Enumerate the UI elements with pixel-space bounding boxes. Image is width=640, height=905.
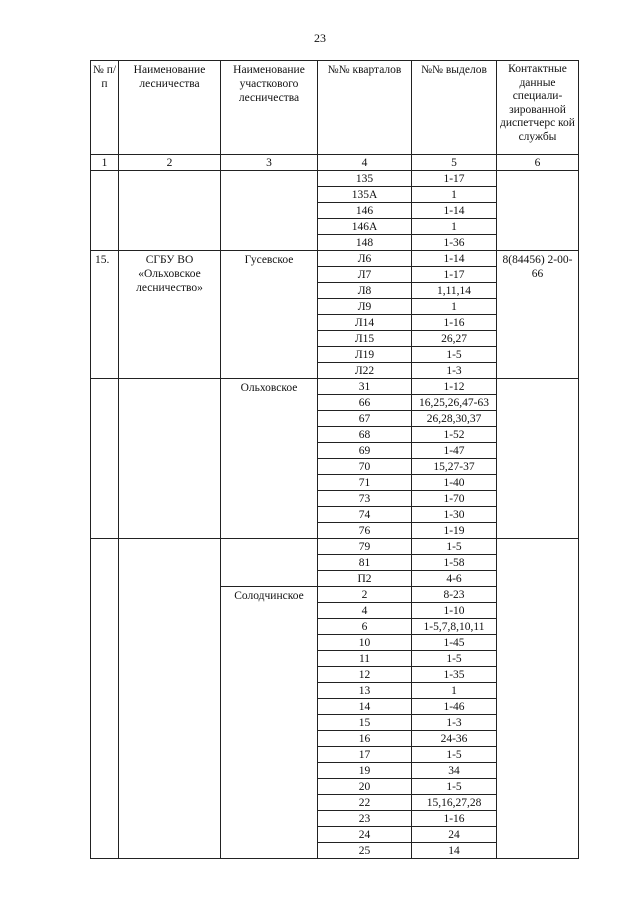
quarter-cell: 73 — [318, 491, 412, 507]
quarter-cell: 2 — [318, 587, 412, 603]
quarter-cell: 10 — [318, 635, 412, 651]
quarter-cell: 66 — [318, 395, 412, 411]
quarter-cell: 74 — [318, 507, 412, 523]
column-number: 2 — [119, 155, 221, 171]
quarter-cell: Л15 — [318, 331, 412, 347]
quarter-cell: 23 — [318, 811, 412, 827]
header-district: Наименование участкового лесничества — [221, 61, 318, 155]
quarter-cell: 71 — [318, 475, 412, 491]
merged-cell — [497, 539, 579, 859]
quarter-cell: 67 — [318, 411, 412, 427]
column-number: 6 — [497, 155, 579, 171]
quarter-cell: 14 — [318, 699, 412, 715]
quarter-cell: 135 — [318, 171, 412, 187]
quarter-cell: 146А — [318, 219, 412, 235]
header-quarters: №№ кварталов — [318, 61, 412, 155]
quarter-cell: 81 — [318, 555, 412, 571]
plot-cell: 1-19 — [412, 523, 497, 539]
quarter-cell: Л7 — [318, 267, 412, 283]
plot-cell: 1-5 — [412, 747, 497, 763]
quarter-cell: 31 — [318, 379, 412, 395]
header-forestry: Наименование лесничества — [119, 61, 221, 155]
quarter-cell: 17 — [318, 747, 412, 763]
table-row — [91, 539, 579, 555]
column-number-row — [91, 155, 579, 171]
district-name: Ольховское — [221, 379, 318, 539]
merged-cell — [119, 379, 221, 539]
merged-cell — [221, 539, 318, 587]
plot-cell: 1-70 — [412, 491, 497, 507]
plot-cell: 4-6 — [412, 571, 497, 587]
district-name: Гусевское — [221, 251, 318, 379]
plot-cell: 1-12 — [412, 379, 497, 395]
merged-cell — [91, 171, 119, 251]
quarter-cell: 19 — [318, 763, 412, 779]
quarter-cell: 25 — [318, 843, 412, 859]
column-number: 1 — [91, 155, 119, 171]
plot-cell: 1-16 — [412, 811, 497, 827]
quarter-cell: 6 — [318, 619, 412, 635]
plot-cell: 34 — [412, 763, 497, 779]
plot-cell: 1-47 — [412, 443, 497, 459]
forestry-table — [90, 60, 579, 859]
plot-cell: 1-3 — [412, 363, 497, 379]
quarter-cell: 135А — [318, 187, 412, 203]
plot-cell: 1 — [412, 299, 497, 315]
quarter-cell: Л8 — [318, 283, 412, 299]
table-row — [91, 379, 579, 395]
plot-cell: 1-14 — [412, 251, 497, 267]
merged-cell — [91, 379, 119, 539]
plot-cell: 1-5 — [412, 347, 497, 363]
plot-cell: 1-5 — [412, 779, 497, 795]
plot-cell: 15,16,27,28 — [412, 795, 497, 811]
quarter-cell: 146 — [318, 203, 412, 219]
plot-cell: 1 — [412, 219, 497, 235]
plot-cell: 1 — [412, 683, 497, 699]
quarter-cell: Л6 — [318, 251, 412, 267]
plot-cell: 1-30 — [412, 507, 497, 523]
page-number: 23 — [314, 31, 326, 45]
merged-cell — [497, 171, 579, 251]
plot-cell: 1-35 — [412, 667, 497, 683]
quarter-cell: 15 — [318, 715, 412, 731]
quarter-cell: 76 — [318, 523, 412, 539]
quarter-cell: 69 — [318, 443, 412, 459]
quarter-cell: Л22 — [318, 363, 412, 379]
quarter-cell: Л9 — [318, 299, 412, 315]
plot-cell: 1-45 — [412, 635, 497, 651]
plot-cell: 1-3 — [412, 715, 497, 731]
plot-cell: 1-36 — [412, 235, 497, 251]
merged-cell — [221, 171, 318, 251]
plot-cell: 1-5 — [412, 651, 497, 667]
quarter-cell: 11 — [318, 651, 412, 667]
column-number: 5 — [412, 155, 497, 171]
column-number: 4 — [318, 155, 412, 171]
quarter-cell: 12 — [318, 667, 412, 683]
district-name: Солодчинское — [221, 587, 318, 859]
quarter-cell: 24 — [318, 827, 412, 843]
forestry-name: СГБУ ВО «Ольховское лесничество» — [119, 251, 221, 379]
plot-cell: 24 — [412, 827, 497, 843]
plot-cell: 14 — [412, 843, 497, 859]
merged-cell — [119, 171, 221, 251]
quarter-cell: 79 — [318, 539, 412, 555]
plot-cell: 1-17 — [412, 267, 497, 283]
quarter-cell: 22 — [318, 795, 412, 811]
plot-cell: 1 — [412, 187, 497, 203]
table-row — [91, 251, 579, 267]
plot-cell: 1-46 — [412, 699, 497, 715]
plot-cell: 26,28,30,37 — [412, 411, 497, 427]
quarter-cell: 148 — [318, 235, 412, 251]
header-contact: Контактные данные специали- зированной диспетчерс кой службы — [497, 61, 579, 155]
contact-info: 8(84456) 2-00-66 — [497, 251, 579, 379]
plot-cell: 1,11,14 — [412, 283, 497, 299]
merged-cell — [497, 379, 579, 539]
quarter-cell: 13 — [318, 683, 412, 699]
plot-cell: 1-52 — [412, 427, 497, 443]
quarter-cell: Л14 — [318, 315, 412, 331]
plot-cell: 1-40 — [412, 475, 497, 491]
quarter-cell: 68 — [318, 427, 412, 443]
table-row — [91, 171, 579, 187]
row-number: 15. — [91, 251, 119, 379]
quarter-cell: 4 — [318, 603, 412, 619]
column-number: 3 — [221, 155, 318, 171]
plot-cell: 1-5,7,8,10,11 — [412, 619, 497, 635]
quarter-cell: Л19 — [318, 347, 412, 363]
quarter-cell: П2 — [318, 571, 412, 587]
plot-cell: 1-5 — [412, 539, 497, 555]
plot-cell: 26,27 — [412, 331, 497, 347]
header-number: № п/п — [91, 61, 119, 155]
merged-cell — [119, 539, 221, 859]
plot-cell: 1-14 — [412, 203, 497, 219]
header-plots: №№ выделов — [412, 61, 497, 155]
table-header-row — [91, 61, 579, 155]
quarter-cell: 16 — [318, 731, 412, 747]
plot-cell: 1-58 — [412, 555, 497, 571]
plot-cell: 24-36 — [412, 731, 497, 747]
plot-cell: 16,25,26,47-63 — [412, 395, 497, 411]
plot-cell: 8-23 — [412, 587, 497, 603]
quarter-cell: 70 — [318, 459, 412, 475]
plot-cell: 15,27-37 — [412, 459, 497, 475]
plot-cell: 1-16 — [412, 315, 497, 331]
table-body — [91, 61, 579, 859]
plot-cell: 1-17 — [412, 171, 497, 187]
plot-cell: 1-10 — [412, 603, 497, 619]
quarter-cell: 20 — [318, 779, 412, 795]
merged-cell — [91, 539, 119, 859]
